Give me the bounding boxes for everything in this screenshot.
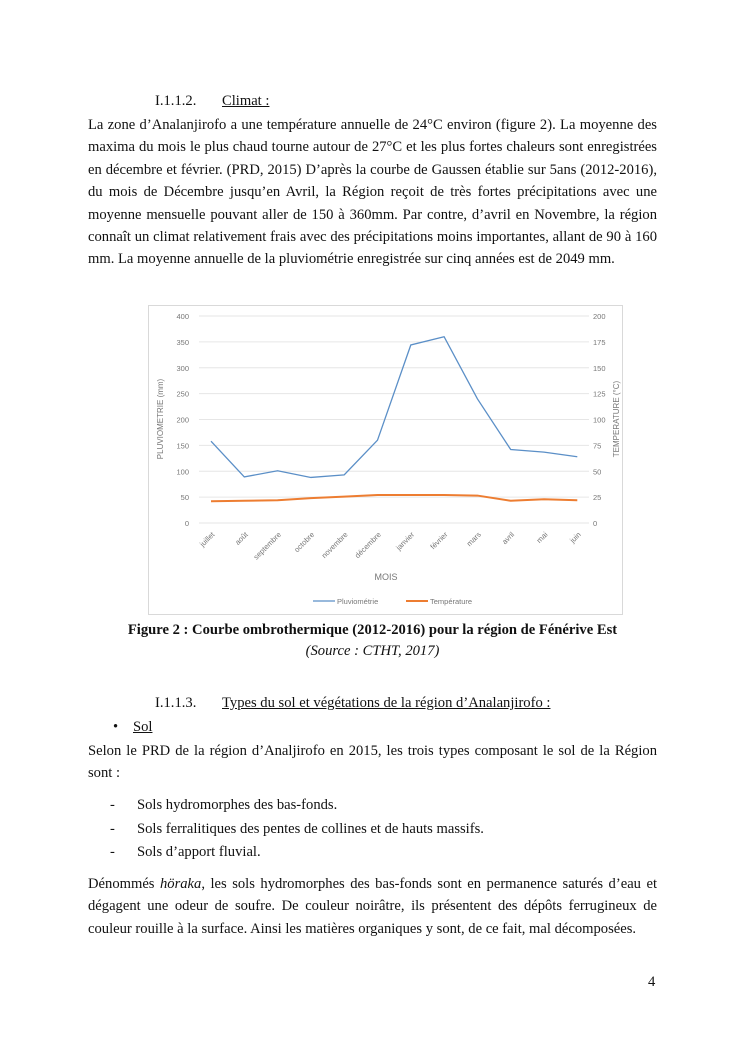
y-tick-label: 50	[180, 493, 189, 503]
x-tick-label: octobre	[292, 530, 317, 555]
figure-caption: Figure 2 : Courbe ombrothermique (2012-2016) pour la région de Fénérive Est	[127, 622, 618, 638]
x-tick-label: janvier	[394, 530, 417, 553]
list-item-text: Sols hydromorphes des bas-fonds.	[137, 797, 338, 813]
y-tick-label: 350	[176, 337, 189, 347]
chart-svg	[149, 306, 624, 616]
x-tick-label: février	[428, 530, 450, 552]
section-heading-sol	[155, 693, 550, 713]
series-line-pluviometrie	[211, 337, 577, 478]
x-tick-label: juillet	[197, 530, 217, 549]
sol-intro: Selon le PRD de la région d’Analjirofo en 2015, les trois types composant le sol de la Région sont :	[88, 743, 657, 782]
x-tick-label: septembre	[251, 530, 284, 562]
list-item-text: Sols ferralitiques des pentes de collines et de hauts massifs.	[137, 820, 484, 837]
italic-term: höraka	[159, 876, 202, 892]
ombrothermic-chart	[148, 305, 623, 615]
dash: -	[110, 797, 115, 813]
list-item-text: Sols d’apport fluvial.	[137, 844, 261, 860]
dash: -	[110, 820, 115, 837]
y2-axis-title: TEMPERATURE (°C)	[612, 380, 621, 458]
x-axis-title: MOIS	[374, 572, 398, 582]
x-tick-label: décembre	[352, 530, 383, 561]
y-tick-label: 400	[176, 312, 189, 321]
list-item	[110, 818, 484, 842]
horaka-paragraph	[88, 873, 657, 940]
legend-label: Pluviométrie	[337, 597, 379, 606]
y2-tick-label: 50	[593, 467, 602, 477]
x-tick-label: août	[233, 530, 250, 547]
climate-paragraph: La zone d’Analanjirofo a une température annuelle de 24°C environ (figure 2). La moyenne des maxima du mois le plus chaud tourne autour de 27°C et les plus fortes chaleurs sont enregistrées en décembre et février. (PRD, 2015) D’après la courbe de Gaussen établie sur 5ans (2012-2016), du mois de Décembre jusqu’en Avril, la Région reçoit de très fortes précipitations avec une moyenne mensuelle pouvant aller de 150 à 360mm. Par contre, d’avril en Novembre, la région connaît un climat relativement frais avec des précipitations moins importantes, allant de 90 à 160 mm. La moyenne annuelle de la pluviométrie enregistrée sur cinq années est de 2049 mm.	[88, 117, 657, 268]
y2-tick-label: 0	[593, 519, 598, 528]
x-tick-label: novembre	[319, 530, 350, 561]
section-heading-climat	[155, 91, 269, 111]
list-item	[110, 794, 484, 818]
y-axis-title: PLUVIOMETRIE (mm)	[156, 378, 165, 460]
y-tick-label: 250	[176, 389, 189, 399]
y2-tick-label: 150	[593, 363, 606, 373]
text: , les sols hydromorphes des bas-fonds sont en permanence saturés d’eau et dégagent une odeur de soufre. De couleur noirâtre, ils présentent des dépôts ferrugineux de couleur rouille à la surface. Ainsi les matières organiques y sont, de ce fait, mal décomposées.	[88, 876, 658, 937]
section-title: Types du sol et végétations de la région d’Analanjirofo :	[222, 695, 551, 711]
bullet-sol	[113, 719, 152, 736]
y-tick-label: 100	[176, 467, 189, 477]
list-item	[110, 841, 484, 865]
y-tick-label: 0	[184, 519, 189, 528]
bullet-label: Sol	[133, 719, 153, 735]
section-title: Climat :	[222, 93, 270, 109]
figure-source: (Source : CTHT, 2017)	[305, 643, 440, 659]
soil-types-list	[110, 794, 484, 865]
y2-tick-label: 25	[593, 493, 602, 503]
legend-label: Température	[430, 597, 473, 606]
y-tick-label: 150	[176, 441, 189, 451]
page-number: 4	[648, 974, 656, 990]
bullet-icon: •	[113, 719, 119, 735]
y2-tick-label: 100	[593, 415, 606, 425]
x-tick-label: mai	[534, 530, 550, 545]
y2-tick-label: 75	[593, 441, 602, 451]
text: Dénommés	[88, 876, 160, 892]
dash: -	[110, 844, 115, 860]
section-number: I.1.1.3.	[155, 695, 197, 711]
x-tick-label: juin	[568, 530, 583, 545]
x-tick-label: mars	[464, 530, 483, 549]
series-line-temperature	[211, 495, 577, 501]
y2-tick-label: 125	[593, 389, 606, 399]
y2-tick-label: 200	[593, 312, 606, 321]
y-tick-label: 200	[176, 415, 189, 425]
y2-tick-label: 175	[593, 337, 606, 347]
section-number: I.1.1.2.	[155, 93, 197, 109]
x-tick-label: avril	[500, 530, 517, 547]
y-tick-label: 300	[176, 363, 189, 373]
